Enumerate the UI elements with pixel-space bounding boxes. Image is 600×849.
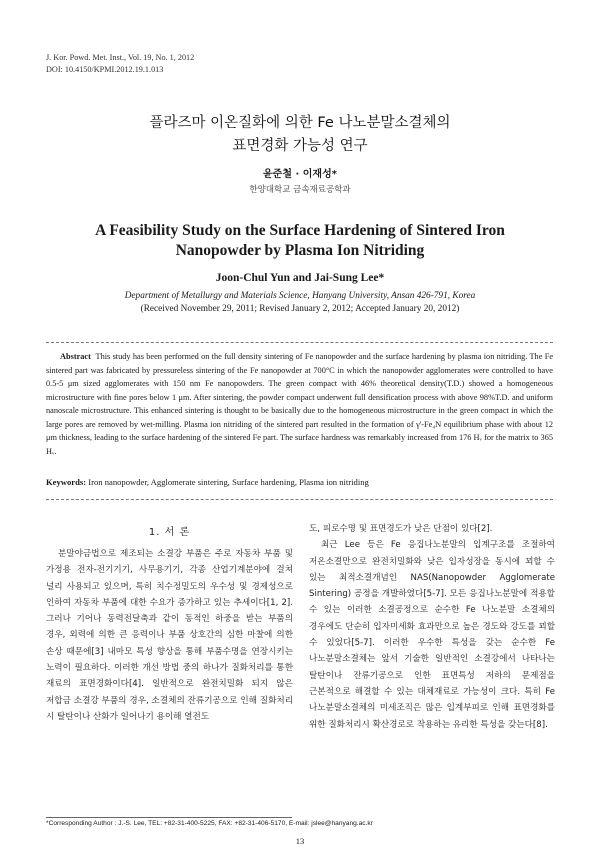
journal-header	[46, 52, 194, 75]
korean-title-line2: 표면경화 가능성 연구	[232, 138, 368, 154]
english-title	[0, 221, 600, 260]
intro-paragraph-2: 최근 Lee 등은 Fe 응집나노분말의 입계구조를 조절하여 저온소결만으로 완전치밀화와 낮은 입자성장을 동시에 꾀할 수 있는 최적소결개념인 NAS(Nanopowder Agglomerate Sintering) 공정을 개발하였다[5-7]. 모든 응집나노분말에 적용할 수 있는 이러한 소결공정으로 순수한 Fe 나노분말 소결체의 경우에도 단순히 입자미세화 효과만으로 높은 경도와 강도를 꾀할 수 있었다[5-7]. 이러한 우수한 특성을 갖는 순수한 Fe 나노분말소결체는 앞서 기술한 일반적인 소결강에서 나타나는 탈탄이나 잔류기공으로 인한 표면특성 저하의 문제점을 근본적으로 해결할 수 있는 대체재료로 가능성이 크다. 특히 Fe 나노분말소결체의 미세조직은 많은 입계부피로 인해 표면경화를 위한 질화처리시 확산경로로 작용하는 유리한 특성을 갖는다[8].	[309, 540, 555, 730]
abstract-bottom-rule	[46, 499, 553, 500]
english-title-line2: Nanopowder by Plasma Ion Nitriding	[175, 241, 425, 259]
intro-paragraph-1-continued: 도, 피로수명 및 표면경도가 낮은 단점이 있다[2].	[309, 524, 493, 534]
journal-doi: DOI: 10.4150/KPMI.2012.19.1.013	[46, 64, 164, 74]
received-dates: (Received November 29, 2011; Revised January 2, 2012; Accepted January 20, 2012)	[140, 304, 460, 314]
english-department: Department of Metallurgy and Materials Science, Hanyang University, Ansan 426-791, Korea	[124, 291, 476, 301]
english-title-line1: A Feasibility Study on the Surface Hardening of Sintered Iron	[95, 222, 505, 239]
intro-paragraph-1: 분말야금법으로 제조되는 소결강 부품은 주로 자동차 부품 및 가정용 전자-전기기기, 사무용기기, 각종 산업기계분야에 걸쳐 널리 사용되고 있으며, 특히 치수정밀도의 우수성 및 경제성으로 인하여 자동차 부품에 대한 수요가 증가하고 있는 추세이다[1, 2]. 그러나 기어나 동력전달축과 같이 동적인 하중을 받는 부품의 경우, 외력에 의한 큰 응력이나 부품 상호간의 심한 마찰에 의한 손상 때문에[3] 내마모 특성 향상을 통해 부품수명을 연장시키는 노력이 필요하다. 이러한 개선 방법 중의 하나가 질화처리를 통한 재료의 표면경화이다[4]. 일반적으로 완전치밀화 되지 않은 저합금 소결강 부품의 경우, 소결체의 잔류기공으로 인해 질화처리 시 탈탄이나 산화가 일어나기 용이해 열전도	[46, 549, 293, 722]
abstract-text: This study has been performed on the full density sintering of Fe nanopowder and the surface hardening by plasma ion nitriding. The Fe sintered part was fabricated by pressureless sintering of the Fe nanopowder at 700°C in which the nanopowder agglomerates were controlled to have 0.5-5 μm sized agglomerates with 150 nm Fe nanopowders. The green compact with 46% theoretical density(T.D.) showed a homogeneous microstructure with fine pores below 1 μm. After sintering, the powder compact underwent full densification process with above 98%T.D. and uniform nanoscale microstructure. This enhanced sintering is thought to be basically due to the homogeneous microstructure in the green compact in which the large pores are removed by wet-milling. Plasma ion nitriding of the sintered part resulted in the formation of γ'-Fe₄N equilibrium phase with about 12 μm thickness, leading to the surface hardening of the sintered Fe part. The surface hardness was remarkably increased from 176 Hᵥ for the matrix to 365 Hᵥ.	[46, 352, 553, 456]
korean-title	[0, 112, 600, 158]
abstract-label: Abstract	[60, 352, 91, 361]
korean-authors: 윤준철 · 이재성*	[263, 169, 337, 180]
footnote-rule	[46, 817, 292, 818]
left-column	[46, 546, 293, 725]
abstract	[46, 350, 553, 458]
abstract-top-rule	[46, 342, 553, 343]
right-column	[309, 521, 555, 733]
english-authors: Joon-Chul Yun and Jai-Sung Lee*	[215, 272, 385, 284]
section-title: 1. 서 론	[148, 527, 191, 538]
corresponding-author-footnote: *Corresponding Author : J.-S. Lee, TEL: +82-31-400-5225, FAX: +82-31-406-5170, E-mail: jslee@hanyang.ac.kr	[46, 820, 373, 827]
keywords	[46, 477, 553, 487]
keywords-text: Iron nanopowder, Agglomerate sintering, Surface hardening, Plasma ion nitriding	[88, 477, 369, 487]
page-number: 13	[295, 836, 305, 846]
korean-affiliation: 한양대학교 금속재료공학과	[249, 185, 351, 195]
keywords-label: Keywords:	[46, 477, 87, 487]
korean-title-line1: 플라즈마 이온질화에 의한 Fe 나노분말소결체의	[149, 115, 451, 131]
journal-citation: J. Kor. Powd. Met. Inst., Vol. 19, No. 1, 2012	[46, 53, 195, 62]
